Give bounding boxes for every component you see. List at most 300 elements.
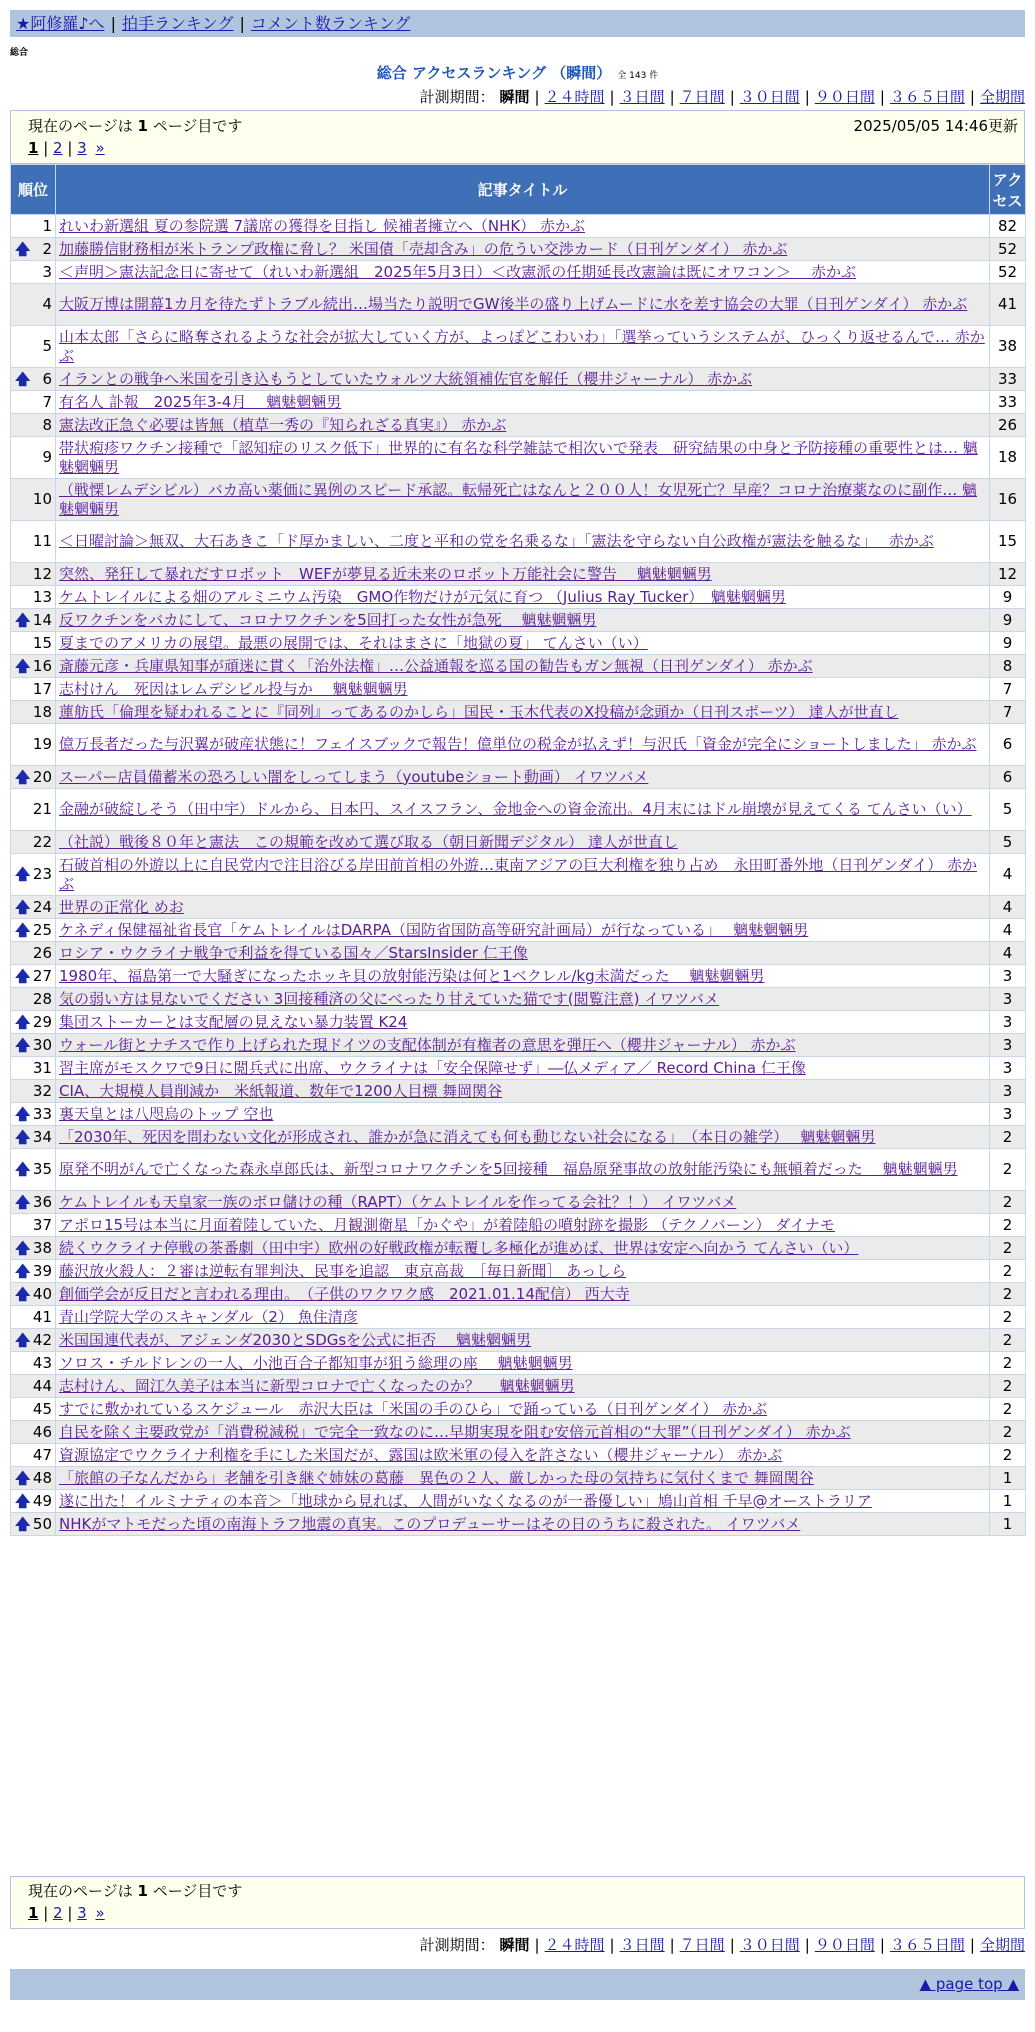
- table-row: [11, 1283, 1026, 1306]
- article-title-link[interactable]: 憲法改正急ぐ必要は皆無（植草一秀の『知られざる真実』） 赤かぶ: [59, 415, 507, 434]
- period-link-365d-bottom[interactable]: ３６５日間: [889, 1936, 965, 1954]
- table-row: [11, 896, 1026, 919]
- table-row: [11, 1444, 1026, 1467]
- article-title-link[interactable]: 自民を除く主要政党が「消費税減税」で完全一致なのに…早期実現を阻む安倍元首相の“大罪”（日刊ゲンダイ） 赤かぶ: [59, 1422, 851, 1441]
- rank-number: 49: [32, 1491, 52, 1510]
- period-link-90d-bottom[interactable]: ９０日間: [814, 1936, 875, 1954]
- table-row: [11, 1103, 1026, 1126]
- header-access: アクセス: [990, 165, 1026, 215]
- title-cell: [56, 919, 990, 942]
- article-title-link[interactable]: 「2030年、死因を問わない文化が形成され、誰かが急に消えても何も動じない社会になる」 （本日の雑学） 魑魅魍魎男: [59, 1127, 876, 1146]
- title-cell: [56, 766, 990, 789]
- article-title-link[interactable]: ケムトレイルも天皇家一族のボロ儲けの種（RAPT）（ケムトレイルを作ってる会社？！） イワツバメ: [59, 1192, 737, 1211]
- article-title-link[interactable]: 習主席がモスクワで9日に閲兵式に出席、ウクライナは「安全保障せず」―仏メディア／ Record China 仁王像: [59, 1058, 806, 1077]
- table-row: [11, 1237, 1026, 1260]
- table-row: [11, 1214, 1026, 1237]
- footer-bar: [10, 1969, 1025, 2000]
- pagination-top: 1 | 2 | 3 »: [28, 139, 105, 157]
- article-title-link[interactable]: イランとの戦争へ米国を引き込もうとしていたウォルツ大統領補佐官を解任（櫻井ジャーナル） 赤かぶ: [59, 369, 753, 388]
- period-selector-top: 計測期間： 瞬間 | ２４時間 | ３日間 | ７日間 | ３０日間 | ９０日間 | ３６５日間 | 全期間: [419, 88, 1025, 106]
- rank-cell: [11, 326, 56, 368]
- article-title-link[interactable]: 遂に出た！イルミナティの本音＞「地球から見れば、人間がいなくなるのが一番優しい」鳩山首相 千早@オーストラリア: [59, 1491, 872, 1510]
- article-title-link[interactable]: 大阪万博は開幕1カ月を待たずトラブル続出…場当たり説明でGW後半の盛り上げムードに水を差す協会の大罪（日刊ゲンダイ） 赤かぶ: [59, 295, 968, 313]
- title-cell: [56, 1375, 990, 1398]
- access-count: 52: [990, 261, 1026, 284]
- access-count: 2: [990, 1444, 1026, 1467]
- rank-cell: [11, 1329, 56, 1352]
- title-cell: [56, 701, 990, 724]
- article-title-link[interactable]: 集団ストーカーとは支配層の見えない暴力装置 K24: [59, 1012, 408, 1031]
- rank-number: 20: [32, 767, 52, 786]
- rank-number: 3: [42, 262, 52, 281]
- article-title-link[interactable]: スーパー店員備蓄米の恐ろしい闇をしってしまう（youtubeショート動画） イワツバメ: [59, 767, 649, 786]
- rank-cell: [11, 1191, 56, 1214]
- table-row: [11, 701, 1026, 724]
- rank-number: 13: [32, 587, 52, 606]
- period-link-30d-bottom[interactable]: ３０日間: [739, 1936, 800, 1954]
- access-count: 26: [990, 414, 1026, 437]
- access-count: 2: [990, 1329, 1026, 1352]
- nav-link-applause-ranking[interactable]: 拍手ランキング: [121, 14, 234, 33]
- rank-number: 34: [32, 1127, 52, 1146]
- table-header: [11, 165, 1026, 215]
- access-count: 3: [990, 1011, 1026, 1034]
- up-arrow-icon: 🡅: [15, 1104, 31, 1123]
- title-cell: [56, 1260, 990, 1283]
- rank-cell: [11, 942, 56, 965]
- up-arrow-icon: 🡅: [15, 1012, 31, 1031]
- article-title-link[interactable]: 斎藤元彦・兵庫県知事が頑迷に貫く「治外法権」…公益通報を巡る国の勧告もガン無視（日刊ゲンダイ） 赤かぶ: [59, 656, 813, 675]
- current-page-text: 現在のページは 1 ページ目です: [28, 117, 243, 135]
- title-cell: [56, 789, 990, 831]
- article-title-link[interactable]: 石破首相の外遊以上に自民党内で注目浴びる岸田前首相の外遊…東南アジアの巨大利権を独り占め 永田町番外地（日刊ゲンダイ） 赤かぶ: [59, 855, 977, 893]
- up-arrow-icon: 🡅: [15, 865, 31, 883]
- article-title-link[interactable]: （戦慄レムデシビル）バカ高い薬価に異例のスピード承認。転帰死亡はなんと２００人！女児死亡？早産？コロナ治療薬なのに副作… 魑魅魍魎男: [59, 480, 977, 518]
- article-title-link[interactable]: 蓮舫氏「倫理を疑われることに『同列』ってあるのかしら」国民・玉木代表のX投稿が念頭か（日刊スポーツ） 達人が世直し: [59, 702, 899, 721]
- article-title-link[interactable]: ＜声明＞憲法記念日に寄せて（れいわ新選組 2025年5月3日）＜改憲派の任期延長改憲論は既にオワコン＞ 赤かぶ: [59, 262, 857, 281]
- up-arrow-icon: 🡅: [15, 610, 31, 629]
- period-link-24h-bottom[interactable]: ２４時間: [544, 1936, 605, 1954]
- up-arrow-icon: 🡅: [15, 1491, 31, 1510]
- table-row: [11, 479, 1026, 521]
- rank-cell: [11, 1011, 56, 1034]
- title-cell: [56, 1103, 990, 1126]
- period-link-all-bottom[interactable]: 全期間: [979, 1936, 1025, 1954]
- article-title-link[interactable]: ロシア・ウクライナ戦争で利益を得ている国々／StarsInsider 仁王像: [59, 943, 528, 962]
- rank-number: 43: [32, 1353, 52, 1372]
- rank-cell: [11, 1490, 56, 1513]
- rank-cell: [11, 1513, 56, 1536]
- rank-cell: [11, 1237, 56, 1260]
- article-title-link[interactable]: 創価学会が反日だと言われる理由。 （子供のワクワク感 2021.01.14配信） 西大寺: [59, 1284, 630, 1303]
- up-arrow-icon: 🡅: [15, 920, 31, 939]
- table-row: [11, 854, 1026, 896]
- title-cell: [56, 563, 990, 586]
- access-count: 9: [990, 609, 1026, 632]
- article-title-link[interactable]: 億万長者だった与沢翼が破産状態に！フェイスブックで報告！億単位の税金が払えず！与沢氏「資金が完全にショートしました」 赤かぶ: [59, 735, 977, 753]
- rank-cell: [11, 1283, 56, 1306]
- access-count: 2: [990, 1352, 1026, 1375]
- up-arrow-icon: 🡅: [15, 1261, 31, 1280]
- title-cell: [56, 1214, 990, 1237]
- table-row: [11, 563, 1026, 586]
- article-title-link[interactable]: 「旅館の子なんだから」老舗を引き継ぐ姉妹の葛藤 異色の２人、厳しかった母の気持ちに気付くまで 舞岡関谷: [59, 1468, 814, 1487]
- rank-number: 10: [32, 490, 52, 508]
- article-title-link[interactable]: アポロ15号は本当に月面着陸していた、月観測衛星「かぐや」が着陸船の噴射跡を撮影 （テクノバーン） ダイナモ: [59, 1215, 835, 1234]
- article-title-link[interactable]: 有名人 訃報 2025年3-4月 魑魅魍魎男: [59, 392, 342, 411]
- access-count: 82: [990, 215, 1026, 238]
- rank-cell: [11, 678, 56, 701]
- article-title-link[interactable]: 夏までのアメリカの展望。最悪の展開では、それはまさに「地獄の夏」 てんさい（い）: [59, 633, 648, 652]
- article-title-link[interactable]: 原発不明がんで亡くなった森永卓郎氏は、新型コロナワクチンを5回接種 福島原発事故の放射能汚染にも無頓着だった 魑魅魍魎男: [59, 1160, 958, 1178]
- rank-number: 37: [32, 1215, 52, 1234]
- period-link-365d[interactable]: ３６５日間: [889, 88, 965, 106]
- title-cell: [56, 1034, 990, 1057]
- up-arrow-icon: 🡅: [15, 767, 31, 786]
- page-link-3-bottom[interactable]: 3: [77, 1904, 87, 1922]
- page-next-link[interactable]: »: [95, 139, 105, 157]
- rank-number: 28: [32, 989, 52, 1008]
- pager-bottom: [10, 1876, 1025, 1929]
- access-count: 15: [990, 521, 1026, 563]
- title-cell: [56, 1080, 990, 1103]
- rank-cell: [11, 701, 56, 724]
- rank-number: 16: [32, 656, 52, 675]
- table-row: [11, 965, 1026, 988]
- current-page-text-bottom: 現在のページは 1 ページ目です: [28, 1882, 243, 1900]
- rank-number: 21: [32, 800, 52, 818]
- rank-cell: [11, 1149, 56, 1191]
- table-row: [11, 831, 1026, 854]
- table-row: [11, 215, 1026, 238]
- rank-number: 17: [32, 679, 52, 698]
- title-cell: [56, 1126, 990, 1149]
- table-row: [11, 1057, 1026, 1080]
- table-row: [11, 766, 1026, 789]
- title-cell: [56, 479, 990, 521]
- table-row: [11, 1513, 1026, 1536]
- title-cell: [56, 632, 990, 655]
- title-cell: [56, 1421, 990, 1444]
- rank-number: 38: [32, 1238, 52, 1257]
- rank-number: 46: [32, 1422, 52, 1441]
- period-current: 瞬間: [499, 88, 530, 106]
- rank-cell: [11, 215, 56, 238]
- period-link-7d[interactable]: ７日間: [679, 88, 725, 106]
- table-row: [11, 609, 1026, 632]
- article-title-link[interactable]: すでに敷かれているスケジュール 赤沢大臣は「米国の手のひら」で踊っている（日刊ゲンダイ） 赤かぶ: [59, 1399, 768, 1418]
- rank-number: 40: [32, 1284, 52, 1303]
- table-row: [11, 1421, 1026, 1444]
- access-count: 5: [990, 831, 1026, 854]
- pager-top: [10, 110, 1025, 164]
- title-cell: [56, 831, 990, 854]
- period-current-bottom: 瞬間: [499, 1936, 530, 1954]
- rank-cell: [11, 965, 56, 988]
- access-count: 52: [990, 238, 1026, 261]
- article-title-link[interactable]: （社説）戦後８０年と憲法 この規範を改めて選び取る（朝日新聞デジタル） 達人が世直し: [59, 832, 678, 851]
- rank-cell: [11, 521, 56, 563]
- table-row: [11, 942, 1026, 965]
- table-row: [11, 1352, 1026, 1375]
- title-cell: [56, 724, 990, 766]
- rank-cell: [11, 1057, 56, 1080]
- title-cell: [56, 586, 990, 609]
- access-count: 6: [990, 724, 1026, 766]
- up-arrow-icon: 🡅: [15, 1192, 31, 1211]
- access-count: 7: [990, 678, 1026, 701]
- rank-cell: [11, 479, 56, 521]
- rank-number: 42: [32, 1330, 52, 1349]
- article-title-link[interactable]: 加藤勝信財務相が米トランプ政権に脅し？ 米国債「売却含み」の危うい交渉カード（日刊ゲンダイ） 赤かぶ: [59, 239, 788, 258]
- title-cell: [56, 1352, 990, 1375]
- article-title-link[interactable]: 志村けん、岡江久美子は本当に新型コロナで亡くなったのか？ 魑魅魍魎男: [59, 1376, 575, 1395]
- article-title-link[interactable]: 反ワクチンをバカにして、コロナワクチンを5回打った女性が急死 魑魅魍魎男: [59, 610, 597, 629]
- rank-cell: [11, 563, 56, 586]
- title-cell: [56, 368, 990, 391]
- title-cell: [56, 1444, 990, 1467]
- rank-number: 30: [32, 1035, 52, 1054]
- up-arrow-icon: 🡅: [15, 1514, 31, 1533]
- title-cell: [56, 1398, 990, 1421]
- article-title-link[interactable]: 山本太郎「さらに略奪されるような社会が拡大していく方が、よっぽどこわいわ」「選挙っていうシステムが、ひっくり返せるんで… 赤かぶ: [59, 327, 985, 365]
- table-row: [11, 414, 1026, 437]
- rank-cell: [11, 919, 56, 942]
- table-row: [11, 261, 1026, 284]
- page-title: [0, 62, 1035, 83]
- title-cell: [56, 609, 990, 632]
- rank-number: 18: [32, 702, 52, 721]
- table-row: [11, 326, 1026, 368]
- article-title-link[interactable]: 帯状疱疹ワクチン接種で「認知症のリスク低下」世界的に有名な科学雑誌で相次いで発表 研究結果の中身と予防接種の重要性とは… 魑魅魍魎男: [59, 438, 978, 476]
- title-cell: [56, 1490, 990, 1513]
- title-cell: [56, 437, 990, 479]
- article-title-link[interactable]: 米国国連代表が、アジェンダ2030とSDGsを公式に拒否 魑魅魍魎男: [59, 1330, 531, 1349]
- access-count: 3: [990, 965, 1026, 988]
- table-row: [11, 1260, 1026, 1283]
- title-cell: [56, 391, 990, 414]
- up-arrow-icon: 🡅: [15, 1468, 31, 1487]
- title-cell: [56, 1329, 990, 1352]
- nav-link-comment-ranking[interactable]: コメント数ランキング: [250, 14, 411, 33]
- title-cell: [56, 1011, 990, 1034]
- article-title-link[interactable]: 1980年、福島第一で大騒ぎになったホッキ貝の放射能汚染は何と1ベクレル/kg未満だった 魑魅魍魎男: [59, 966, 765, 985]
- access-count: 3: [990, 1034, 1026, 1057]
- title-cell: [56, 988, 990, 1011]
- total-count: 全 143 件: [617, 71, 659, 81]
- rank-cell: [11, 1034, 56, 1057]
- access-count: 2: [990, 1283, 1026, 1306]
- rank-number: 41: [32, 1307, 52, 1326]
- article-title-link[interactable]: 世界の正常化 めお: [59, 897, 184, 916]
- page-next-link-bottom[interactable]: »: [95, 1904, 105, 1922]
- table-row: [11, 238, 1026, 261]
- article-title-link[interactable]: 突然、発狂して暴れだすロボット WEFが夢見る近未来のロボット万能社会に警告 魑魅魍魎男: [59, 564, 712, 583]
- access-count: 9: [990, 586, 1026, 609]
- rank-number: 44: [32, 1376, 52, 1395]
- rank-cell: [11, 1444, 56, 1467]
- article-title-link[interactable]: ソロス・チルドレンの一人、小池百合子都知事が狙う総理の座 魑魅魍魎男: [59, 1353, 573, 1372]
- rank-number: 19: [32, 735, 52, 753]
- article-title-link[interactable]: ケムトレイルによる畑のアルミニウム汚染 GMO作物だけが元気に育つ （Julius Ray Tucker） 魑魅魍魎男: [59, 587, 786, 606]
- access-count: 7: [990, 701, 1026, 724]
- rank-number: 31: [32, 1058, 52, 1077]
- article-title-link[interactable]: 気の弱い方は見ないでください 3回接種済の父にべったり甘えていた猫です(閲覧注意) イワツバメ: [59, 989, 719, 1008]
- period-link-24h[interactable]: ２４時間: [544, 88, 605, 106]
- rank-number: 5: [42, 337, 52, 355]
- article-title-link[interactable]: CIA、大規模人員削減か 米紙報道、数年で1200人目標 舞岡関谷: [59, 1081, 503, 1100]
- article-title-link[interactable]: 続くウクライナ停戦の茶番劇（田中宇）欧州の好戦政権が転覆し多極化が進めば、世界は安定へ向かう てんさい（い）: [59, 1238, 859, 1257]
- rank-number: 36: [32, 1192, 52, 1211]
- article-title-link[interactable]: 志村けん 死因はレムデシビル投与か 魑魅魍魎男: [59, 679, 408, 698]
- access-count: 2: [990, 1191, 1026, 1214]
- up-arrow-icon: 🡅: [15, 1330, 31, 1349]
- page-link-2[interactable]: 2: [53, 139, 63, 157]
- header-title: 記事タイトル: [56, 165, 990, 215]
- title-cell: [56, 521, 990, 563]
- access-count: 2: [990, 1375, 1026, 1398]
- top-nav: ★阿修羅♪へ | 拍手ランキング | コメント数ランキング: [10, 10, 1025, 37]
- period-link-3d[interactable]: ３日間: [619, 88, 665, 106]
- title-cell: [56, 965, 990, 988]
- table-row: [11, 391, 1026, 414]
- table-row: [11, 1306, 1026, 1329]
- period-link-3d-bottom[interactable]: ３日間: [619, 1936, 665, 1954]
- period-link-7d-bottom[interactable]: ７日間: [679, 1936, 725, 1954]
- rank-cell: [11, 1467, 56, 1490]
- rank-number: 48: [32, 1468, 52, 1487]
- table-row: [11, 1126, 1026, 1149]
- title-cell: [56, 215, 990, 238]
- rank-number: 29: [32, 1012, 52, 1031]
- access-count: 33: [990, 368, 1026, 391]
- article-title-link[interactable]: ＜日曜討論＞無双、大石あきこ「ド厚かましい、二度と平和の党を名乗るな」「憲法を守らない自公政権が憲法を触るな」 赤かぶ: [59, 532, 934, 550]
- period-link-90d[interactable]: ９０日間: [814, 88, 875, 106]
- rank-number: 47: [32, 1445, 52, 1464]
- rank-cell: [11, 632, 56, 655]
- rank-number: 4: [42, 295, 52, 313]
- rank-number: 22: [32, 832, 52, 851]
- up-arrow-icon: 🡅: [15, 897, 31, 916]
- rank-cell: [11, 724, 56, 766]
- access-count: 3: [990, 988, 1026, 1011]
- table-row: [11, 988, 1026, 1011]
- rank-cell: [11, 1214, 56, 1237]
- period-link-all[interactable]: 全期間: [979, 88, 1025, 106]
- article-title-link[interactable]: ウォール街とナチスで作り上げられた現ドイツの支配体制が有権者の意思を弾圧へ（櫻井ジャーナル） 赤かぶ: [59, 1035, 796, 1054]
- table-row: [11, 1375, 1026, 1398]
- up-arrow-icon: 🡅: [15, 369, 31, 388]
- rank-number: 35: [32, 1160, 52, 1178]
- article-title-link[interactable]: 金融が破綻しそう（田中宇）ドルから、日本円、スイスフラン、金地金への資金流出。4月末にはドル崩壊が見えてくる てんさい（い）: [59, 800, 972, 818]
- title-cell: [56, 1237, 990, 1260]
- rank-cell: [11, 414, 56, 437]
- access-count: 4: [990, 919, 1026, 942]
- article-title-link[interactable]: 藤沢放火殺人：２審は逆転有罪判決、民事を追認 東京高裁 ［毎日新聞］ あっしら: [59, 1261, 627, 1280]
- rank-number: 15: [32, 633, 52, 652]
- title-cell: [56, 238, 990, 261]
- access-count: 1: [990, 1513, 1026, 1536]
- access-count: 2: [990, 1149, 1026, 1191]
- rank-cell: [11, 1421, 56, 1444]
- period-label: 計測期間：: [419, 88, 495, 106]
- up-arrow-icon: 🡅: [15, 1160, 31, 1178]
- table-row: [11, 632, 1026, 655]
- rank-cell: [11, 261, 56, 284]
- access-count: 12: [990, 563, 1026, 586]
- rank-cell: [11, 1398, 56, 1421]
- article-title-link[interactable]: 資源協定でウクライナ利権を手にした米国だが、露国は欧米軍の侵入を許さない（櫻井ジャーナル） 赤かぶ: [59, 1445, 783, 1464]
- up-arrow-icon: 🡅: [15, 1238, 31, 1257]
- rank-cell: [11, 238, 56, 261]
- table-row: [11, 1490, 1026, 1513]
- rank-cell: [11, 766, 56, 789]
- rank-number: 50: [32, 1514, 52, 1533]
- pagination-bottom: 1 | 2 | 3 »: [28, 1904, 105, 1922]
- access-count: 3: [990, 1080, 1026, 1103]
- access-count: 1: [990, 1467, 1026, 1490]
- nav-link-ashura[interactable]: ★阿修羅♪へ: [16, 14, 105, 33]
- access-count: 16: [990, 479, 1026, 521]
- title-cell: [56, 942, 990, 965]
- up-arrow-icon: 🡅: [15, 966, 31, 985]
- access-count: 4: [990, 942, 1026, 965]
- rank-cell: [11, 437, 56, 479]
- access-count: 2: [990, 1306, 1026, 1329]
- article-title-link[interactable]: ケネディ保健福祉省長官「ケムトレイルはDARPA（国防省国防高等研究計画局）が行なっている」 魑魅魍魎男: [59, 920, 809, 939]
- page-link-2-bottom[interactable]: 2: [53, 1904, 63, 1922]
- rank-cell: [11, 1375, 56, 1398]
- access-count: 3: [990, 1057, 1026, 1080]
- title-cell: [56, 261, 990, 284]
- table-row: [11, 1034, 1026, 1057]
- title-cell: [56, 284, 990, 326]
- article-title-link[interactable]: NHKがマトモだった頃の南海トラフ地震の真実。このプロデューサーはその日のうちに殺された。 イワツバメ: [59, 1514, 801, 1533]
- access-count: 41: [990, 284, 1026, 326]
- up-arrow-icon: 🡅: [15, 1127, 31, 1146]
- title-cell: [56, 326, 990, 368]
- article-title-link[interactable]: れいわ新選組 夏の参院選 7議席の獲得を目指し 候補者擁立へ（NHK） 赤かぶ: [59, 216, 585, 235]
- period-link-30d[interactable]: ３０日間: [739, 88, 800, 106]
- rank-number: 7: [42, 392, 52, 411]
- rank-cell: [11, 854, 56, 896]
- rank-number: 2: [42, 239, 52, 258]
- page-link-3[interactable]: 3: [77, 139, 87, 157]
- page-top-link[interactable]: ▲ page top ▲: [919, 1975, 1019, 1993]
- rank-cell: [11, 1306, 56, 1329]
- rank-cell: [11, 1260, 56, 1283]
- ranking-table: [10, 164, 1026, 1536]
- ranking-body: [11, 215, 1026, 1536]
- article-title-link[interactable]: 青山学院大学のスキャンダル（2） 魚住清彦: [59, 1307, 358, 1326]
- access-count: 33: [990, 391, 1026, 414]
- up-arrow-icon: 🡅: [15, 656, 31, 675]
- header-rank: 順位: [11, 165, 56, 215]
- rank-number: 14: [32, 610, 52, 629]
- access-count: 1: [990, 1490, 1026, 1513]
- title-cell: [56, 1467, 990, 1490]
- access-count: 2: [990, 1421, 1026, 1444]
- table-row: [11, 655, 1026, 678]
- title-cell: [56, 1306, 990, 1329]
- rank-number: 27: [32, 966, 52, 985]
- access-count: 8: [990, 655, 1026, 678]
- rank-number: 9: [42, 448, 52, 466]
- article-title-link[interactable]: 裏天皇とは八咫烏のトップ 空也: [59, 1104, 274, 1123]
- rank-cell: [11, 789, 56, 831]
- table-row: [11, 1398, 1026, 1421]
- rank-cell: [11, 1080, 56, 1103]
